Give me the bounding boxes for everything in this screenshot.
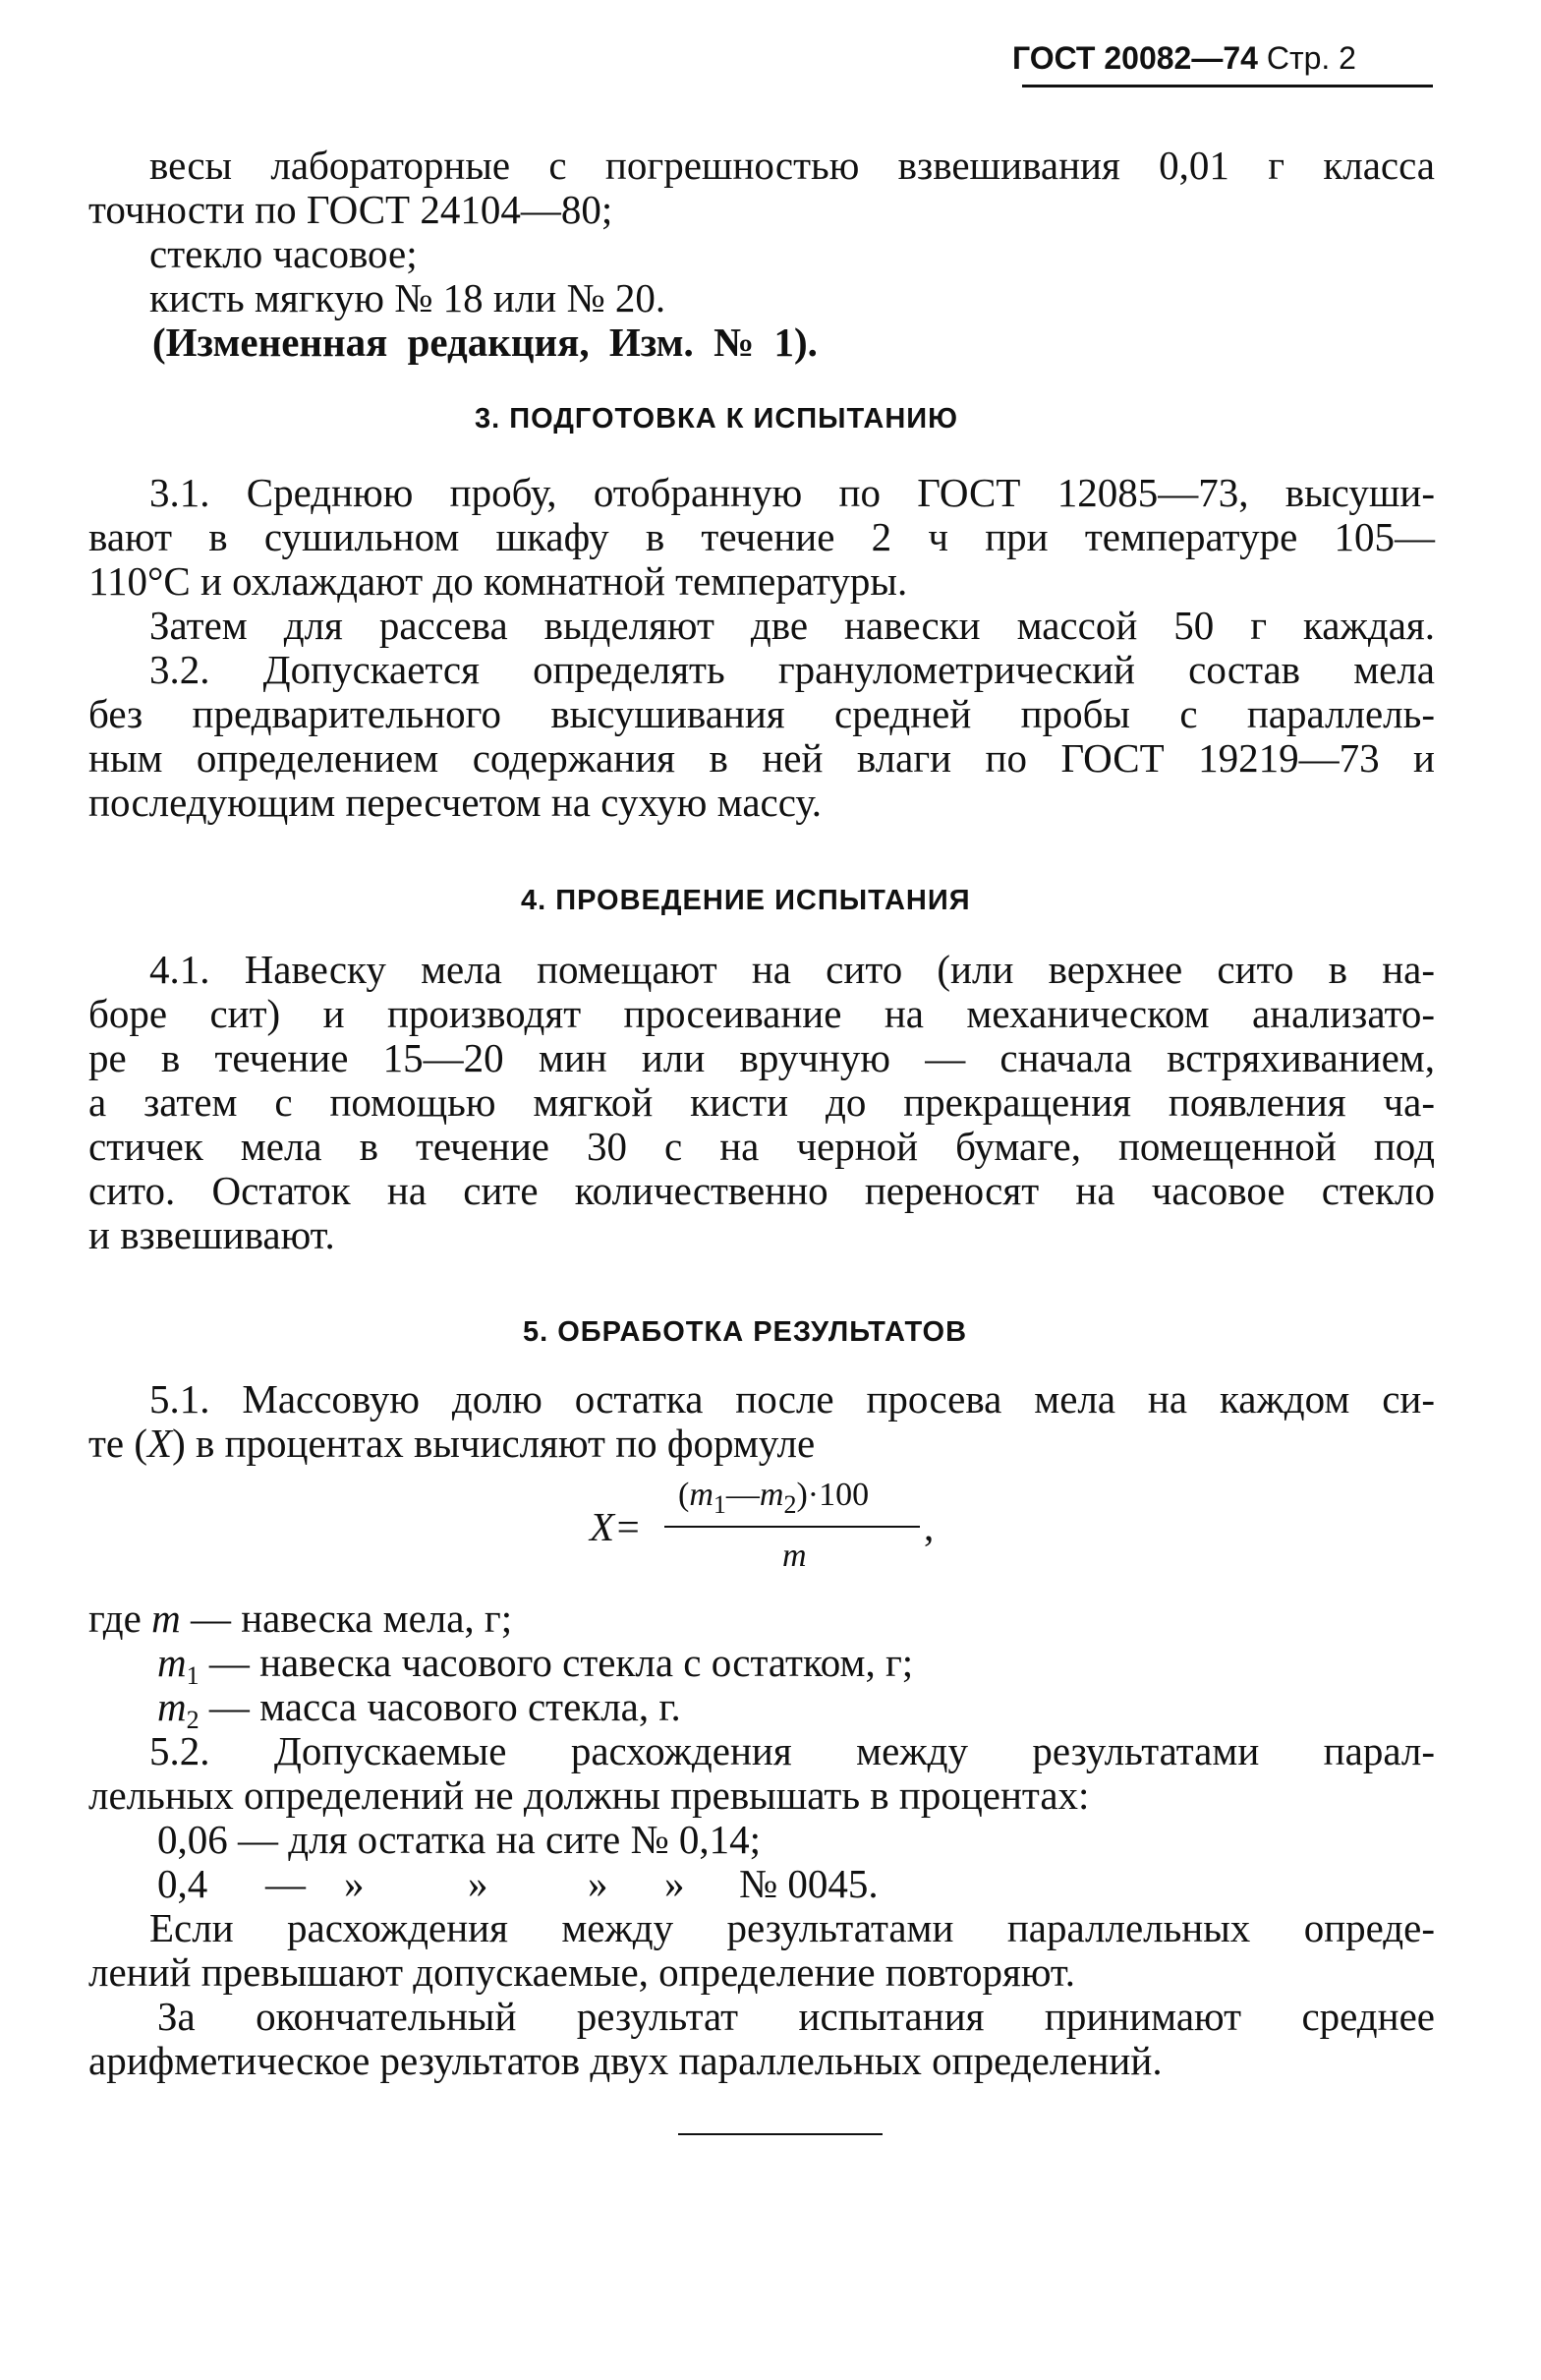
where-line: $m_2$ — масса часового стекла, г. [157, 1684, 681, 1734]
text-line: лений превышают допускаемые, определение повторяют. [88, 1949, 1076, 1995]
text-line: 3.2. Допускается определять гранулометрический состав мела [149, 647, 1435, 692]
sieve-number: № 0045. [739, 1861, 879, 1906]
standard-number: ГОСТ 20082—74 [1012, 40, 1258, 76]
text-line: арифметическое результатов двух параллельных определений. [88, 2038, 1163, 2083]
text-line: и взвешивают. [88, 1212, 335, 1257]
text-line: 0,06 — для остатка на сите № 0,14; [157, 1817, 762, 1862]
text-line: ным определением содержания в ней влаги по ГОСТ 19219—73 и [88, 735, 1435, 781]
text-line: кисть мягкую № 18 или № 20. [149, 275, 666, 320]
text-line: вают в сушильном шкафу в течение 2 ч при температуре 105— [88, 514, 1435, 559]
tolerance-value: 0,4 [157, 1861, 208, 1906]
text-line: лельных определений не должны превышать в процентах: [88, 1772, 1090, 1818]
ditto-mark: » [664, 1861, 685, 1906]
text-line: Затем для рассева выделяют две навески массой 50 г каждая. [149, 603, 1435, 648]
text-line: За окончательный результат испытания принимают среднее [157, 1994, 1435, 2039]
ditto-mark: » [468, 1861, 488, 1906]
fraction-bar [664, 1526, 920, 1528]
text-line: точности по ГОСТ 24104—80; [88, 187, 613, 232]
closing-rule [678, 2133, 883, 2135]
where-line: $m_1$ — навеска часового стекла с остатком, г; [157, 1640, 914, 1690]
revision-note: (Измененная редакция, Изм. № 1). [152, 319, 818, 365]
ditto-mark: » [588, 1861, 608, 1906]
text-line [88, 1421, 815, 1466]
header-rule [1022, 85, 1433, 87]
formula-numerator: $(m_1—m_2)\cdot 100$ [678, 1477, 870, 1519]
text-line: 4.1. Навеску мела помещают на сито (или верхнее сито в на- [149, 947, 1435, 992]
formula-comma: , [924, 1504, 935, 1549]
text-line: а затем с помощью мягкой кисти до прекращения появления ча- [88, 1079, 1435, 1125]
text-line: 3.1. Среднюю пробу, отобранную по ГОСТ 12085—73, высуши- [149, 470, 1435, 515]
text-line: стекло часовое; [149, 231, 418, 276]
variable: X [147, 1421, 173, 1466]
section-heading: 3. ПОДГОТОВКА К ИСПЫТАНИЮ [475, 403, 959, 435]
page-number: Стр. 2 [1266, 40, 1356, 76]
formula-lhs [590, 1504, 642, 1549]
dash: — [265, 1861, 306, 1906]
section-heading: 4. ПРОВЕДЕНИЕ ИСПЫТАНИЯ [521, 885, 971, 916]
text-line: ре в течение 15—20 мин или вручную — сначала встряхиванием, [88, 1035, 1435, 1080]
ditto-mark: » [344, 1861, 365, 1906]
text-line: боре сит) и производят просеивание на механическом анализато- [88, 991, 1435, 1036]
text-line: 5.2. Допускаемые расхождения между результатами парал- [149, 1728, 1435, 1773]
text-fragment: те ( [88, 1421, 148, 1466]
where-line: где m — навеска мела, г; [88, 1596, 513, 1641]
text-line: без предварительного высушивания средней пробы с параллель- [88, 691, 1435, 736]
text-line: 110°С и охлаждают до комнатной температуры. [88, 558, 908, 604]
text-line: стичек мела в течение 30 с на черной бумаге, помещенной под [88, 1124, 1435, 1169]
formula-denominator: m [782, 1538, 807, 1574]
text-line: 5.1. Массовую долю остатка после просева мела на каждом си- [149, 1376, 1435, 1422]
running-header [1012, 35, 1356, 81]
text-fragment: ) в процентах вычисляют по формуле [172, 1421, 816, 1466]
section-heading: 5. ОБРАБОТКА РЕЗУЛЬТАТОВ [523, 1316, 968, 1348]
text-line: сито. Остаток на сите количественно переносят на часовое стекло [88, 1168, 1435, 1213]
text-line: последующим пересчетом на сухую массу. [88, 780, 823, 825]
text-line: Если расхождения между результатами параллельных опреде- [149, 1905, 1435, 1950]
formula-variable-x: X= [590, 1504, 642, 1549]
text-line: весы лабораторные с погрешностью взвешивания 0,01 г класса [149, 143, 1435, 188]
